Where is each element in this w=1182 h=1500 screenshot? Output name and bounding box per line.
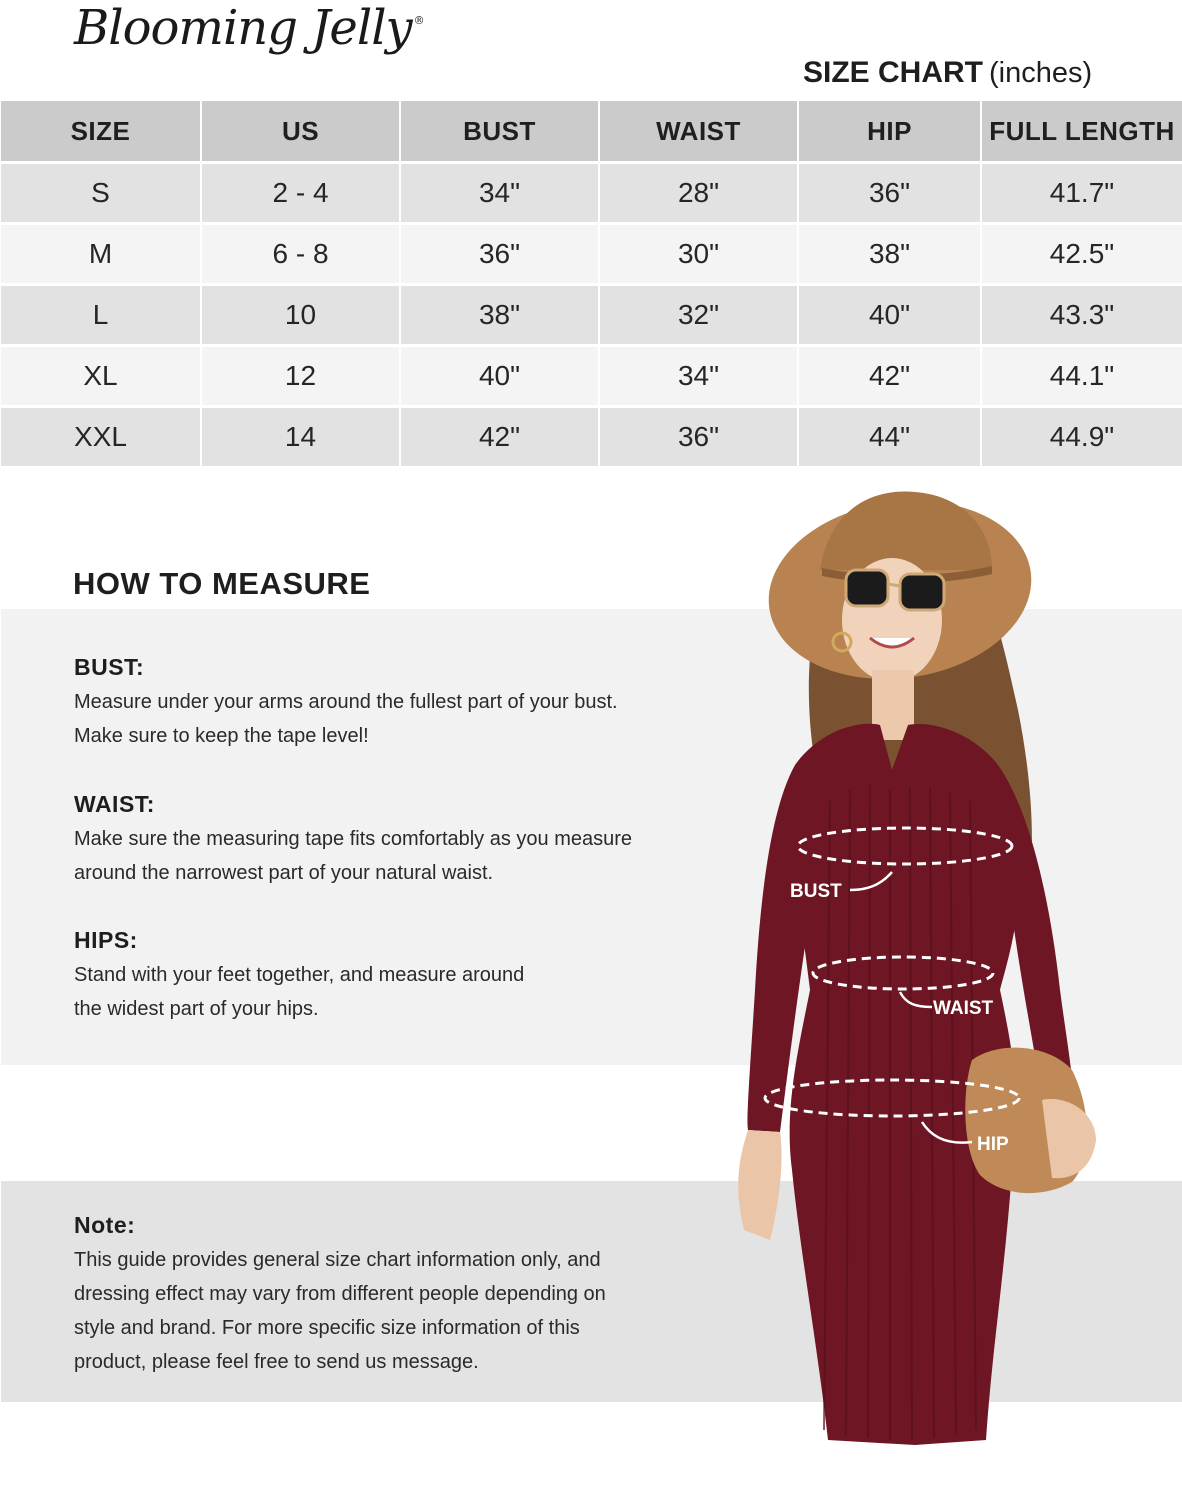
- left-hand: [738, 1130, 781, 1240]
- cell-hip: 40": [798, 285, 981, 346]
- header-full-length: FULL LENGTH: [981, 101, 1182, 163]
- cell-full-length: 44.1": [981, 346, 1182, 407]
- cell-waist: 32": [599, 285, 798, 346]
- bust-instructions: [74, 654, 714, 753]
- brand-logo: Blooming Jelly ®: [74, 0, 424, 56]
- cell-us: 6 - 8: [201, 224, 400, 285]
- header-size: SIZE: [1, 101, 201, 163]
- waist-heading: WAIST:: [74, 791, 155, 817]
- note-block: [74, 1212, 714, 1379]
- size-chart-unit: (inches): [989, 57, 1093, 89]
- cell-hip: 44": [798, 407, 981, 468]
- header-hip: HIP: [798, 101, 981, 163]
- table-row: [1, 163, 1182, 224]
- cell-waist: 30": [599, 224, 798, 285]
- cell-us: 10: [201, 285, 400, 346]
- header-us: US: [201, 101, 400, 163]
- cell-size: L: [1, 285, 201, 346]
- cell-us: 2 - 4: [201, 163, 400, 224]
- cell-bust: 36": [400, 224, 599, 285]
- note-heading: Note:: [74, 1212, 136, 1238]
- cell-full-length: 41.7": [981, 163, 1182, 224]
- cell-full-length: 42.5": [981, 224, 1182, 285]
- cell-full-length: 43.3": [981, 285, 1182, 346]
- table-row: [1, 346, 1182, 407]
- cell-hip: 38": [798, 224, 981, 285]
- table-header-row: [1, 101, 1182, 163]
- bust-text: Measure under your arms around the fullest part of your bust. Make sure to keep the tape level!: [74, 691, 618, 747]
- hip-label: HIP: [977, 1134, 1009, 1155]
- bust-label: BUST: [790, 881, 842, 902]
- hips-instructions: [74, 927, 714, 1026]
- cell-us: 14: [201, 407, 400, 468]
- size-chart-title: SIZE CHART (inches): [803, 56, 1093, 89]
- table-row: [1, 224, 1182, 285]
- cell-size: M: [1, 224, 201, 285]
- table-row: [1, 407, 1182, 468]
- waist-instructions: [74, 791, 714, 890]
- cell-size: S: [1, 163, 201, 224]
- cell-bust: 42": [400, 407, 599, 468]
- waist-text: Make sure the measuring tape fits comfortably as you measure around the narrowest part of your natural waist.: [74, 828, 633, 884]
- cell-bust: 38": [400, 285, 599, 346]
- cell-hip: 42": [798, 346, 981, 407]
- header-bust: BUST: [400, 101, 599, 163]
- model-figure: [700, 470, 1182, 1500]
- hat-crown: [820, 492, 992, 570]
- cell-waist: 28": [599, 163, 798, 224]
- waist-label: WAIST: [933, 998, 994, 1019]
- table-row: [1, 285, 1182, 346]
- cell-size: XXL: [1, 407, 201, 468]
- cell-waist: 36": [599, 407, 798, 468]
- how-to-measure-title: HOW TO MEASURE: [73, 566, 371, 601]
- registered-mark: ®: [413, 14, 424, 27]
- hips-heading: HIPS:: [74, 927, 138, 953]
- cell-size: XL: [1, 346, 201, 407]
- hips-text: Stand with your feet together, and measure around the widest part of your hips.: [74, 964, 525, 1020]
- cell-hip: 36": [798, 163, 981, 224]
- size-chart-table: [1, 101, 1182, 469]
- cell-bust: 40": [400, 346, 599, 407]
- cell-bust: 34": [400, 163, 599, 224]
- bust-heading: BUST:: [74, 654, 145, 680]
- note-text: This guide provides general size chart information only, and dressing effect may vary from different people depending on style and brand. For more specific size information of this product, please feel free to send us message.: [74, 1249, 606, 1373]
- cell-full-length: 44.9": [981, 407, 1182, 468]
- cell-waist: 34": [599, 346, 798, 407]
- header-waist: WAIST: [599, 101, 798, 163]
- cell-us: 12: [201, 346, 400, 407]
